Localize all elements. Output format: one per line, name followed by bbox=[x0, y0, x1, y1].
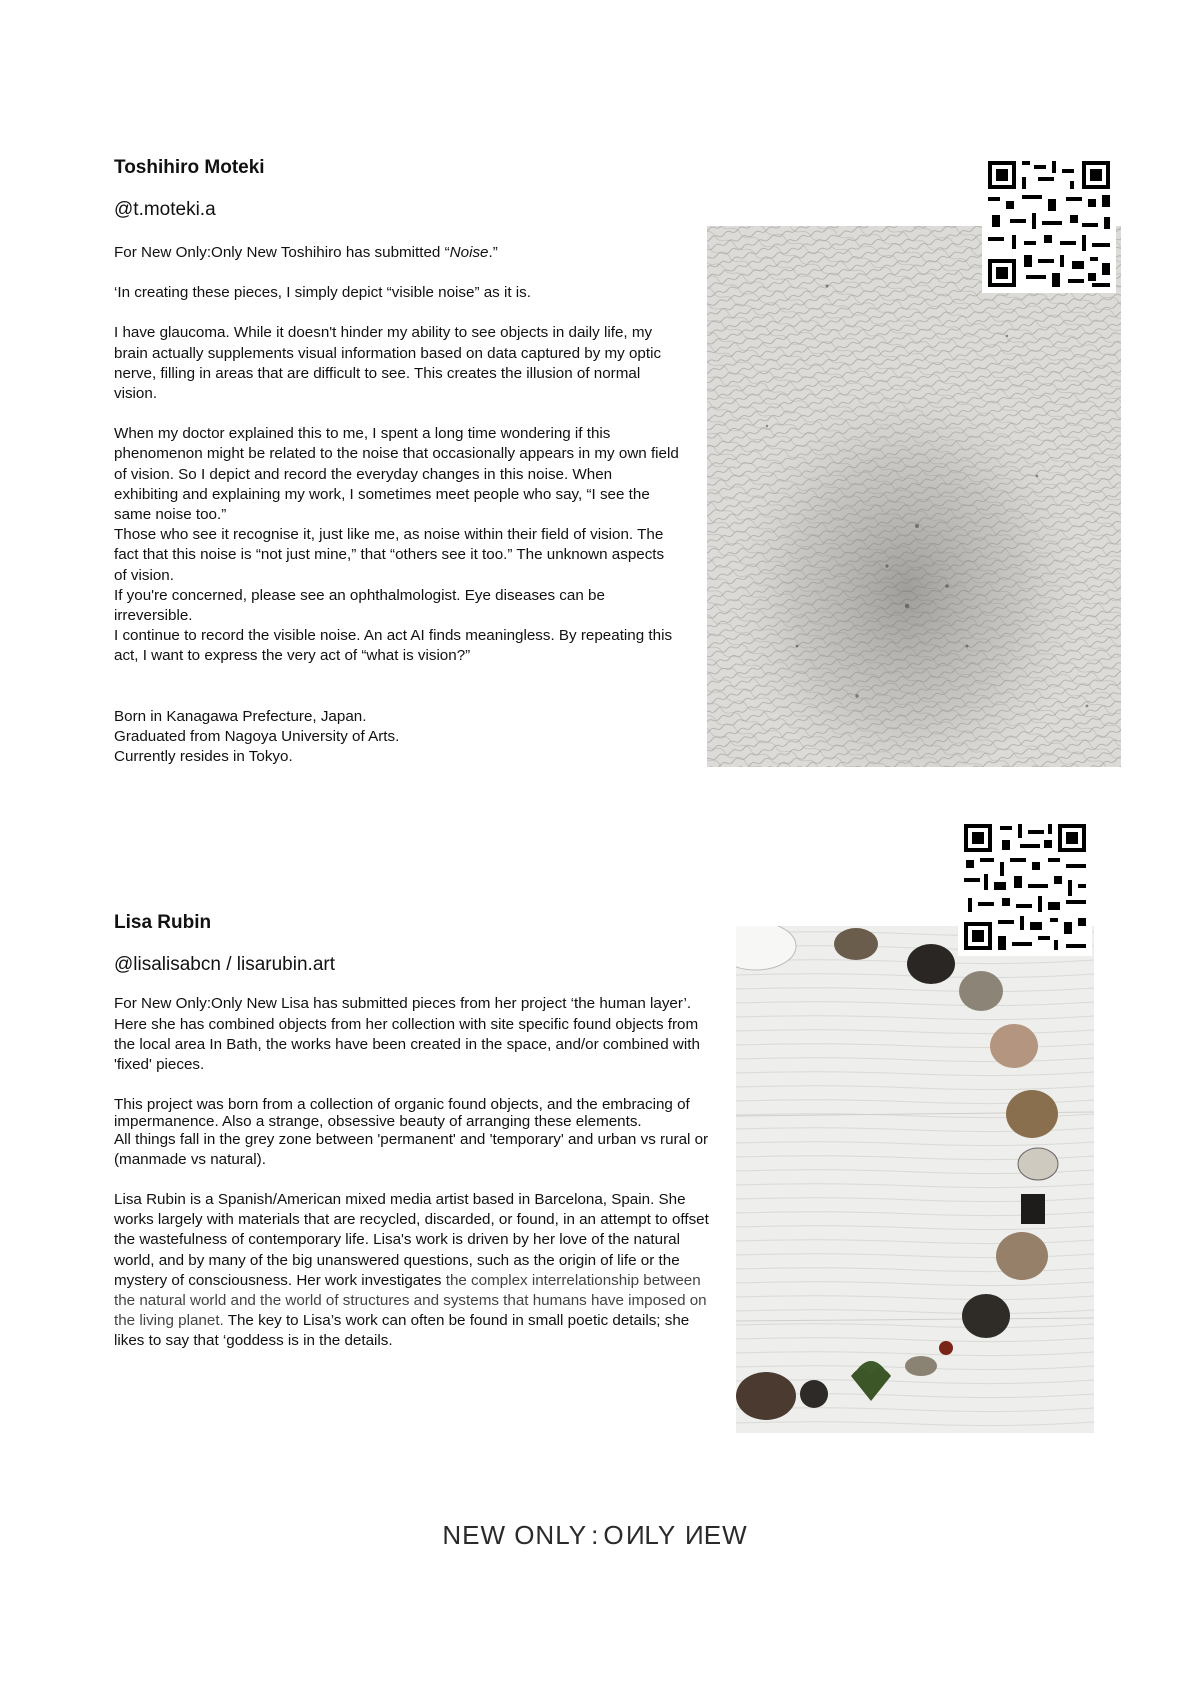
footer-logo: NEW ONLY : ONLY NEW bbox=[442, 1520, 748, 1550]
artist-handle-lisa: @lisalisabcn / lisarubin.art bbox=[114, 954, 335, 975]
artist-name-toshihiro: Toshihiro Moteki bbox=[114, 157, 265, 178]
paragraph: ‘In creating these pieces, I simply depict “visible noise” as it is. bbox=[114, 284, 531, 302]
artist-name-lisa: Lisa Rubin bbox=[114, 912, 212, 933]
bio-line: Born in Kanagawa Prefecture, Japan. bbox=[114, 707, 367, 725]
intro-line: For New Only:Only New Toshihiro has submitted “Noise.” bbox=[114, 244, 498, 261]
artwork-noise-image bbox=[707, 226, 1121, 767]
bio-line: Graduated from Nagoya University of Arts. bbox=[114, 727, 400, 745]
paragraph: I have glaucoma. While it doesn't hinder my ability to see objects in daily life, my brain actually supplements visual information based on data captured by my optic nerve, filling in areas that are difficult to see. This creates the illusion of normal vision. bbox=[114, 324, 662, 403]
paragraph: When my doctor explained this to me, I spent a long time wondering if this phenomenon might be related to the noise that occasionally appears in my own field of vision. So I depict and record the everyday changes in this noise. When exhibiting and explaining my work, I sometimes meet people who say, “I see the same noise too.” bbox=[114, 425, 679, 524]
qr-code-toshihiro[interactable] bbox=[982, 155, 1116, 293]
artwork-human-layer-image bbox=[736, 926, 1094, 1433]
intro-line: Here she has combined objects from her collection with site specific found objects from the local area In Bath, the works have been created in the space, and/or combined with 'fixed' pieces. bbox=[114, 1016, 700, 1074]
artist-text-lisa bbox=[114, 996, 709, 1352]
bio-line: Currently resides in Tokyo. bbox=[114, 748, 293, 766]
project-line: This project was born from a collection of organic found objects, and the embracing of impermanence. Also a strange, obsessive beauty of arranging these elements. bbox=[114, 1095, 690, 1130]
paragraph: If you're concerned, please see an ophthalmologist. Eye diseases can be irreversible. bbox=[114, 586, 605, 625]
bio-paragraph: Lisa Rubin is a Spanish/American mixed media artist based in Barcelona, Spain. She works largely with materials that are recycled, discarded, or found, in an attempt to offset the wastefulness of contemporary life. Lisa's work is driven by her love of the natural world, and by many of the big unanswered questions, such as the origin of life or the mystery of consciousness. Her work investigates the complex interrelationship between the natural world and the world of structures and systems that humans have imposed on the living planet. The key to Lisa’s work can often be found in small poetic details; she likes to say that ‘goddess is in the details. bbox=[114, 1191, 709, 1350]
paragraph: Those who see it recognise it, just like me, as noise within their field of vision. The fact that this noise is “not just mine,” that “others see it too.” The unknown aspects of vision. bbox=[114, 526, 665, 584]
qr-code-lisa[interactable] bbox=[958, 818, 1092, 956]
artist-text-toshihiro bbox=[114, 243, 679, 767]
artist-handle-toshihiro: @t.moteki.a bbox=[114, 199, 216, 220]
intro-line: For New Only:Only New Lisa has submitted pieces from her project ‘the human layer’. bbox=[114, 995, 692, 1012]
project-line: All things fall in the grey zone between 'permanent' and 'temporary' and urban vs rural or (manmade vs natural). bbox=[114, 1130, 709, 1168]
paragraph: I continue to record the visible noise. An act AI finds meaningless. By repeating this act, I want to express the very act of “what is vision?” bbox=[114, 627, 673, 665]
